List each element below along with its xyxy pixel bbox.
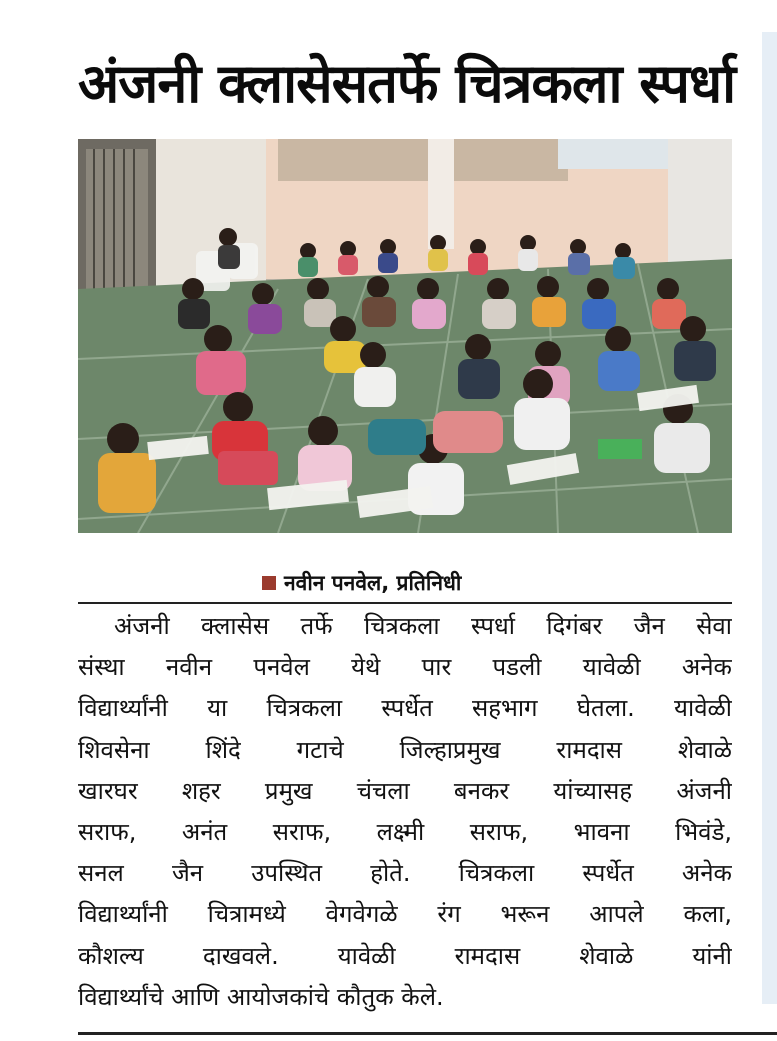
body-line-8: विद्यार्थ्यांनी चित्रामध्ये वेगवेगळे रंग भरून आपले कला, [78, 900, 732, 929]
byline-rule [78, 602, 732, 604]
body-line-1: अंजनी क्लासेस तर्फे चित्रकला स्पर्धा दिगंबर जैन सेवा [114, 612, 732, 640]
drawing-competition-photo [78, 139, 732, 533]
article-body [78, 606, 732, 1018]
byline [262, 568, 461, 598]
body-line-3: विद्यार्थ्यांनी या चित्रकला स्पर्धेत सहभाग घेतला. यावेळी [78, 694, 732, 723]
adjacent-column [762, 32, 777, 1004]
page-bottom-rule [78, 1032, 777, 1035]
byline-text: नवीन पनवेल, प्रतिनिधी [284, 571, 462, 595]
body-line-9: कौशल्य दाखवले. यावेळी रामदास शेवाळे यांनी [78, 941, 732, 970]
body-line-5: खारघर शहर प्रमुख चंचला बनकर यांच्यासह अंजनी [78, 776, 732, 805]
clipped-previous-article [0, 0, 777, 14]
article-headline: अंजनी क्लासेसतर्फे चित्रकला स्पर्धा [78, 52, 736, 115]
body-line-7: सनल जैन उपस्थित होते. चित्रकला स्पर्धेत अनेक [78, 859, 732, 888]
body-line-6: सराफ, अनंत सराफ, लक्ष्मी सराफ, भावना भिवंडे, [78, 818, 732, 847]
body-line-10: विद्यार्थ्यांचे आणि आयोजकांचे कौतुक केले. [78, 982, 444, 1011]
body-line-4: शिवसेना शिंदे गटाचे जिल्हाप्रमुख रामदास शेवाळे [78, 735, 732, 764]
byline-marker [262, 576, 276, 590]
body-line-2: संस्था नवीन पनवेल येथे पार पडली यावेळी अनेक [78, 653, 732, 682]
article-photo [78, 139, 732, 533]
